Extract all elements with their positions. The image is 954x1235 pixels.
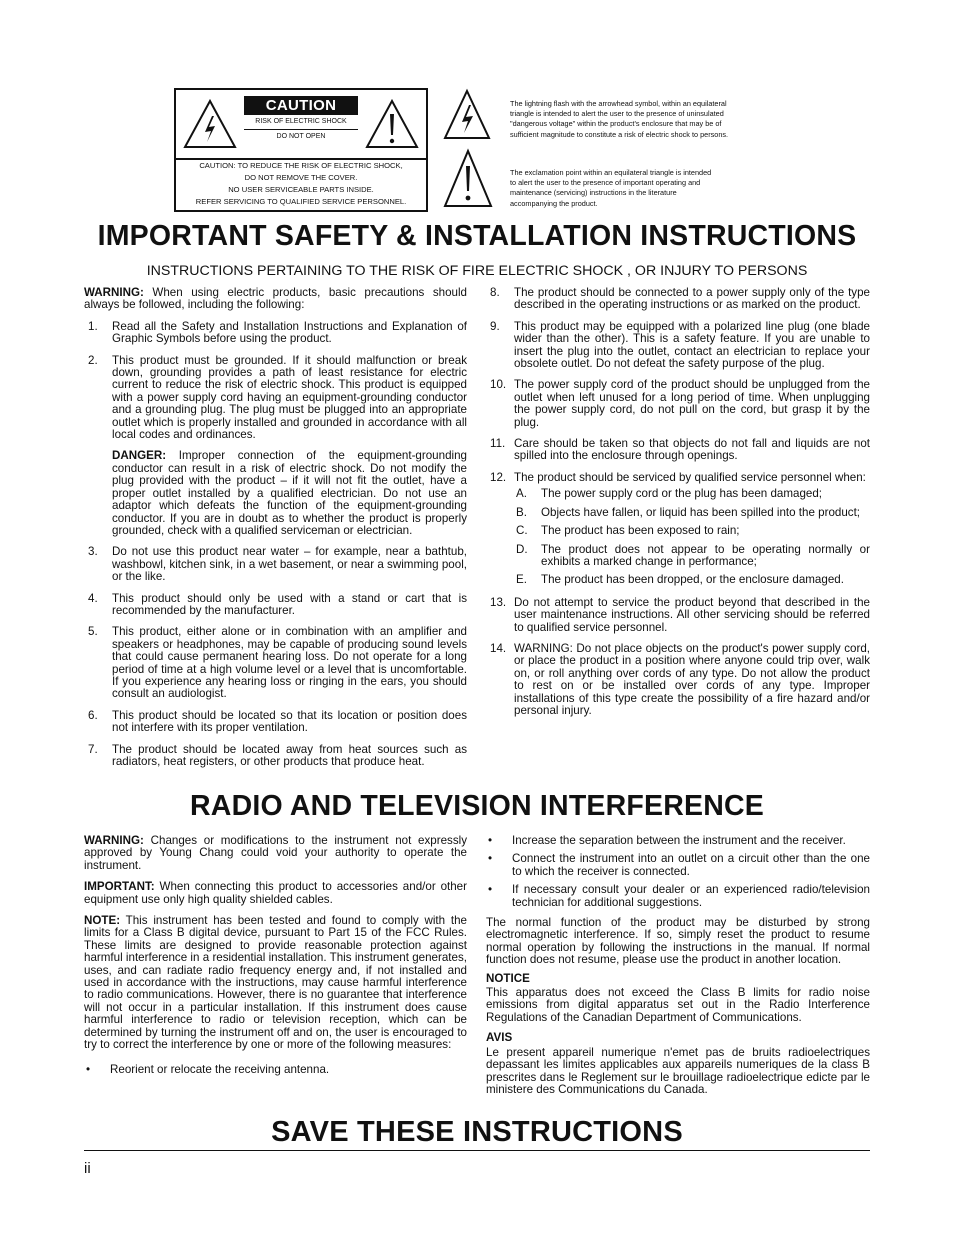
safety-right-column [486,287,870,726]
notice-heading: NOTICE [486,971,530,985]
note-label: NOTE: [84,914,121,928]
radio-important [84,881,467,906]
item-number: 12. [490,470,507,484]
risk-of-shock-text: RISK OF ELECTRIC SHOCK [244,115,358,130]
item-number: 3. [88,545,98,559]
bullet-marker: • [86,1062,91,1076]
lightning-symbol-description [510,99,800,140]
sub-item-label: B. [516,505,527,519]
bullet-item [486,835,870,847]
caution-center [244,96,358,144]
safety-subtitle: INSTRUCTIONS PERTAINING TO THE RISK OF FIRE ELECTRIC SHOCK , OR INJURY TO PERSONS [146,263,808,279]
list-item [84,321,467,346]
bullet-text: Connect the instrument into an outlet on a circuit other than the one to which the receiver is connected. [512,852,870,878]
description-line: to alert the user to the presence of important operating and [510,178,701,188]
item-text: This product should only be used with a stand or cart that is recommended by the manufacturer. [112,591,467,617]
item-text: Care should be taken so that objects do not fall and liquids are not spilled into the enclosure through openings. [514,437,870,463]
bullet-marker: • [488,883,493,897]
item-number: 11. [490,437,506,451]
list-item [84,626,467,700]
sub-item-label: C. [516,524,528,538]
bullet-text: Reorient or relocate the receiving antenna. [110,1062,330,1076]
list-item [84,593,467,618]
exclamation-symbol-icon [442,148,494,210]
item-number: 1. [88,319,98,333]
sub-item [514,488,870,500]
exclamation-symbol-description [510,168,800,209]
caution-line: REFER SERVICING TO QUALIFIED SERVICE PERSONNEL. [195,197,407,206]
caution-label [174,88,428,212]
exclamation-warning-icon [364,98,420,150]
item-text: The product should be located away from heat sources such as radiators, heat registers, or other products that produce heat. [112,742,467,768]
item-number: 10. [490,378,507,392]
normal-function-text: The normal function of the product may be disturbed by strong electromagnetic interference. If so, simply reset the product to resume normal operation by following the instructions in the manual. If normal function does not resume, please use the product in another location. [486,916,870,967]
caution-line: NO USER SERVICEABLE PARTS INSIDE. [228,185,374,194]
notice-text: This apparatus does not exceed the Class B limits for radio noise emissions from digital apparatus set out in the Radio Interference Regulations of the Canadian Department of Communications. [486,986,870,1024]
sub-item-text: The product has been dropped, or the enclosure damaged. [541,573,844,587]
danger-note [84,450,467,537]
description-line: The lightning flash with the arrowhead symbol, within an equilateral [510,99,727,108]
caution-instructions [176,160,426,208]
bullet-item [84,1064,467,1076]
bullet-text: Increase the separation between the instrument and the receiver. [512,834,846,847]
service-conditions [486,488,870,586]
item-number: 9. [490,319,500,333]
item-text: Do not use this product near water – for example, near a bathtub, washbowl, kitchen sink, in a wet basement, or near a swimming pool, or the like. [112,545,467,584]
list-item [486,472,870,484]
danger-label: DANGER: [112,449,167,463]
item-number: 14. [490,641,507,655]
bullet-item [486,884,870,909]
lightning-symbol-icon [442,88,492,142]
sub-item-text: The power supply cord or the plug has been damaged; [541,487,823,501]
sub-item-label: D. [516,542,528,556]
avis-heading: AVIS [486,1031,513,1045]
item-text: This product must be grounded. If it should malfunction or break down, grounding provides a path of least resistance for electric current to reduce the risk of electric shock. This product is equipped with a power supply cord having an equipment-grounding conductor and a grounding plug. The plug must be plugged into an appropriate outlet which is properly installed and grounded in accordance with all local codes and ordinances. [112,353,467,442]
radio-right-column [486,835,870,1105]
item-number: 2. [88,353,98,367]
description-line: The exclamation point within an equilateral triangle is intended [510,168,712,177]
item-text: The product should be serviced by qualified service personnel when: [514,470,866,484]
list-item [84,710,467,735]
description-line: "dangerous voltage" within the product's enclosure that may be of [510,119,722,129]
warning-text: When using electric products, basic precautions should always be followed, including the following: [84,286,467,312]
sub-item [514,507,870,519]
item-number: 4. [88,591,98,605]
safety-left-column [84,287,467,777]
item-number: 13. [490,595,507,609]
bullet-marker: • [488,852,493,866]
item-number: 8. [490,286,500,299]
page-number: ii [84,1160,91,1177]
description-line: triangle is intended to alert the user to the presence of uninsulated [510,109,724,119]
danger-text: Improper connection of the equipment-grounding conductor can result in a risk of electric shock. Do not modify the plug provided with the product – if it will not fit the outlet, have a proper outlet installed by a qualified electrician. Do not use an adaptor which defeats the function of the equipment-grounding conductor. If you are in doubt as to whether the product is properly grounded, check with a qualified serviceman or electrician. [112,449,467,537]
radio-note [84,915,467,1051]
sub-item-text: Objects have fallen, or liquid has been spilled into the product; [541,505,861,519]
description-line: accompanying the product. [510,198,598,208]
description-line: maintenance (servicing) instructions in the literature [510,188,677,198]
list-item [486,438,870,463]
warning-label: WARNING: [84,286,144,299]
item-text: This product may be equipped with a polarized line plug (one blade wider than the other). This is a safety feature. If you are unable to insert the plug into the outlet, contact an electrician to replace your obsolete outlet. Do not defeat the safety purpose of the plug. [514,319,870,371]
list-item [486,643,870,717]
list-item [84,355,467,442]
item-text: This product, either alone or in combination with an amplifier and speakers or headphones, may be capable of producing sound levels that could cause permanent hearing loss. Do not operate for a long period of time at a high volume level or a level that is uncomfortable. If you experience any hearing loss or ringing in the ears, you should consult an audiologist. [112,625,467,701]
sub-item-text: The product does not appear to be operating normally or exhibits a marked change in performance; [541,542,870,568]
list-item [486,597,870,634]
lightning-warning-icon [182,98,238,150]
radio-left-column [84,835,467,1082]
item-number: 7. [88,742,98,756]
item-text: Do not attempt to service the product beyond that described in the user maintenance instructions. All other servicing should be referred to qualified service personnel. [514,595,870,634]
list-item [486,287,870,312]
radio-warning [84,835,467,872]
item-text: The power supply cord of the product should be unplugged from the outlet when left unused for a long period of time. When unplugging the power supply cord, do not pull on the cord, but grasp it by the plug. [514,378,870,429]
list-item [84,744,467,769]
sub-item-label: A. [516,487,527,501]
item-text: Read all the Safety and Installation Instructions and Explanation of Graphic Symbols before using the product. [112,319,467,346]
caution-label-header [176,90,426,160]
list-item [486,379,870,429]
safety-title: IMPORTANT SAFETY & INSTALLATION INSTRUCTIONS [97,220,857,252]
bullet-marker: • [488,834,493,847]
avis-text: Le present appareil numerique n'emet pas de bruits radioelectriques depassant les limites applicables aux appareils numeriques de la class B prescrites dans le Reglement sur le brouillage radioelectrique edicte par le ministere des Communications du Canada. [486,1045,870,1096]
item-text: This product should be located so that its location or position does not interfere with its proper ventilation. [112,708,467,735]
sub-item [514,574,870,586]
item-number: 6. [88,708,98,722]
description-line: sufficient magnitude to constitute a risk of electric shock to persons. [510,129,729,139]
item-number: 5. [88,625,98,639]
radio-title: RADIO AND TELEVISION INTERFERENCE [190,790,764,822]
sub-item [514,525,870,537]
item-text: The product should be connected to a power supply only of the type described in the operating instructions or as marked on the product. [514,286,870,312]
caution-line: DO NOT REMOVE THE COVER. [244,173,358,182]
caution-line: CAUTION: TO REDUCE THE RISK OF ELECTRIC SHOCK, [199,161,403,170]
do-not-open-text: DO NOT OPEN [276,133,326,140]
important-text: When connecting this product to accessories and/or other equipment use only high quality shielded cables. [84,880,467,906]
bullet-text: If necessary consult your dealer or an experienced radio/television technician for additional suggestions. [512,883,870,909]
note-text: This instrument has been tested and found to comply with the limits for a Class B digital device, pursuant to Part 15 of the FCC Rules. These limits are designed to provide reasonable protection against harmful interference in a residential installation. This instrument generates, uses, and can radiate radio frequency energy and, if not installed and used in accordance with the instructions, may cause harmful interference to radio communications. However, there is no guarantee that interference will not occur in a particular installation. If this instrument does cause harmful interference to radio or television reception, which can be determined by turning the instrument off and on, the user is encouraged to try to correct the interference by one or more of the following measures: [84,914,467,1052]
caution-word: CAUTION [244,96,358,115]
list-item [84,546,467,583]
footer-divider [84,1150,870,1151]
important-label: IMPORTANT: [84,880,155,894]
warning-label: WARNING: [84,834,144,847]
list-item [486,321,870,371]
safety-warning [84,287,467,312]
sub-item [514,544,870,569]
item-text: WARNING: Do not place objects on the product's power supply cord, or place the product in a position where anyone could trip over, walk on, or roll anything over cords of any type. Do not allow the product to rest on or be installed over cords of any type. Improper installations of this type create the possibility of a fire hazard and/or personal injury. [514,641,870,717]
save-instructions-title: SAVE THESE INSTRUCTIONS [271,1116,683,1148]
sub-item-text: The product has been exposed to rain; [541,524,740,538]
sub-item-label: E. [516,573,527,587]
bullet-item [486,853,870,878]
warning-text: Changes or modifications to the instrument not expressly approved by Young Chang could void your authority to operate the instrument. [84,834,467,872]
